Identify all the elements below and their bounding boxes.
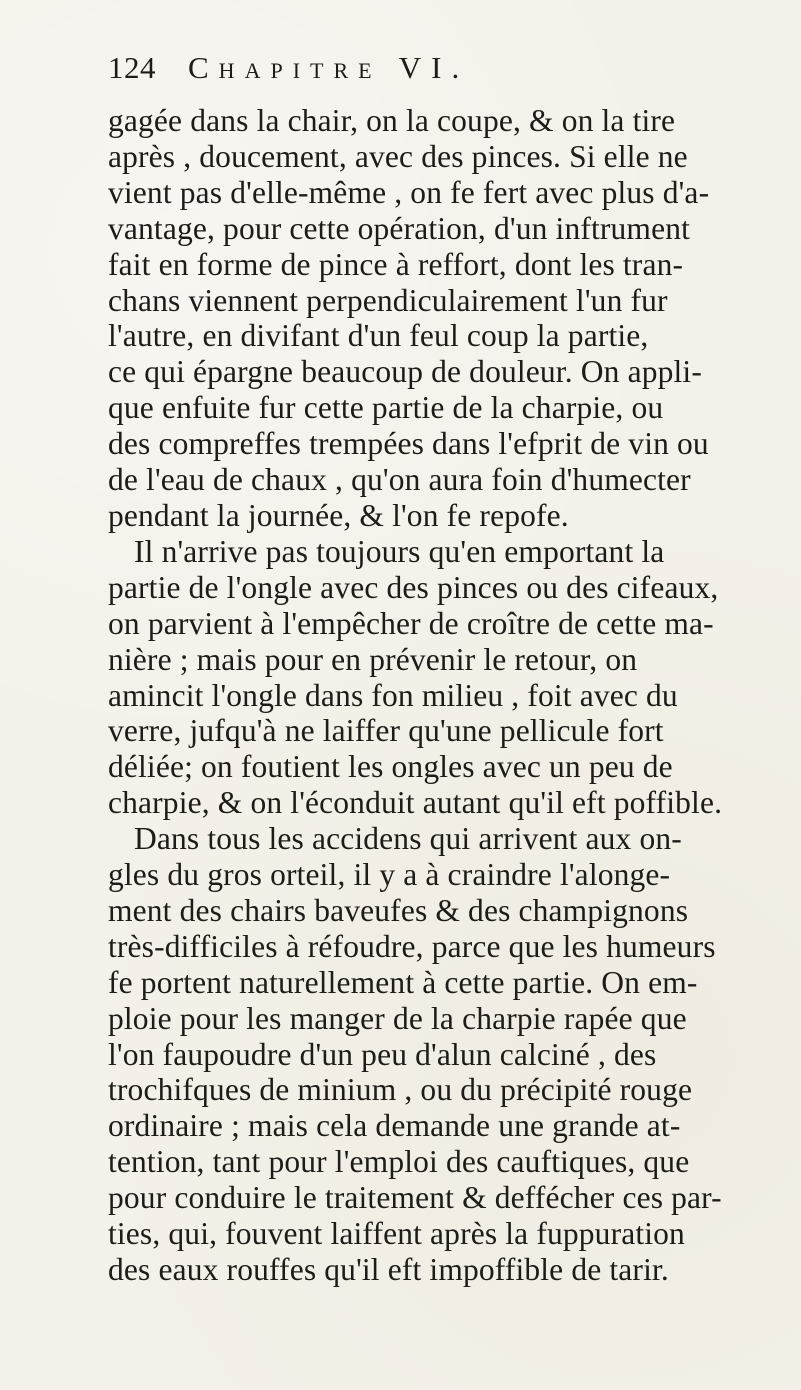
text-line: nière ; mais pour en prévenir le retour, on xyxy=(108,641,638,677)
text-line: verre, jufqu'à ne laiffer qu'une pellicule fort xyxy=(108,713,664,749)
text-line: pour conduire le traitement & deffécher ces par- xyxy=(108,1180,722,1216)
text-line: trochifques de minium , ou du précipité rouge xyxy=(108,1072,693,1108)
text-line: des eaux rouffes qu'il eft impoffible de tarir. xyxy=(108,1252,669,1287)
body-text xyxy=(108,103,798,1288)
text-line: ordinaire ; mais cela demande une grande at- xyxy=(108,1108,681,1144)
text-line: déliée; on foutient les ongles avec un peu de xyxy=(108,749,673,785)
text-line: tention, tant pour l'emploi des cauftiques, que xyxy=(108,1144,690,1180)
text-line: amincit l'ongle dans fon milieu , foit avec du xyxy=(108,677,678,713)
text-line: des compreffes trempées dans l'efprit de vin ou xyxy=(108,426,709,462)
text-line: de l'eau de chaux , qu'on aura foin d'humecter xyxy=(108,462,691,498)
text-line: on parvient à l'empêcher de croître de cette ma- xyxy=(108,605,714,641)
text-line: que enfuite fur cette partie de la charpie, ou xyxy=(108,390,664,426)
text-line: gagée dans la chair, on la coupe, & on la tire xyxy=(108,103,676,138)
paragraph-start-line: Dans tous les accidens qui arrivent aux on- xyxy=(134,821,682,857)
text-line: l'autre, en divifant d'un feul coup la partie, xyxy=(108,318,649,354)
text-line: charpie, & on l'éconduit autant qu'il eft poffible. xyxy=(108,785,723,821)
text-line: pendant la journée, & l'on fe repofe. xyxy=(108,497,569,533)
page-header xyxy=(108,48,708,88)
page-number: 124 xyxy=(108,50,156,85)
text-line: ploie pour les manger de la charpie rapée que xyxy=(108,1000,687,1036)
text-line: vient pas d'elle-même , on fe fert avec plus d'a- xyxy=(108,174,710,210)
text-line: chans viennent perpendiculairement l'un fur xyxy=(108,282,668,318)
text-line: l'on faupoudre d'un peu d'alun calciné , des xyxy=(108,1036,657,1072)
text-line: fait en forme de pince à reffort, dont les tran- xyxy=(108,246,684,282)
paragraph-start-line: Il n'arrive pas toujours qu'en emportant la xyxy=(134,533,665,569)
text-line: vantage, pour cette opération, d'un inftrument xyxy=(108,210,691,246)
text-line: ce qui épargne beaucoup de douleur. On appli- xyxy=(108,354,702,390)
text-line: gles du gros orteil, il y a à craindre l'alonge- xyxy=(108,857,671,893)
text-line: très-difficiles à réfoudre, parce que les humeurs xyxy=(108,928,716,964)
running-head: Chapitre VI. xyxy=(188,50,470,85)
text-line: ties, qui, fouvent laiffent après la fuppuration xyxy=(108,1216,685,1252)
text-line: partie de l'ongle avec des pinces ou des cifeaux, xyxy=(108,569,719,605)
text-line: ment des chairs baveufes & des champignons xyxy=(108,892,689,928)
text-line: fe portent naturellement à cette partie. On em- xyxy=(108,964,698,1000)
text-line: après , doucement, avec des pinces. Si elle ne xyxy=(108,138,688,174)
